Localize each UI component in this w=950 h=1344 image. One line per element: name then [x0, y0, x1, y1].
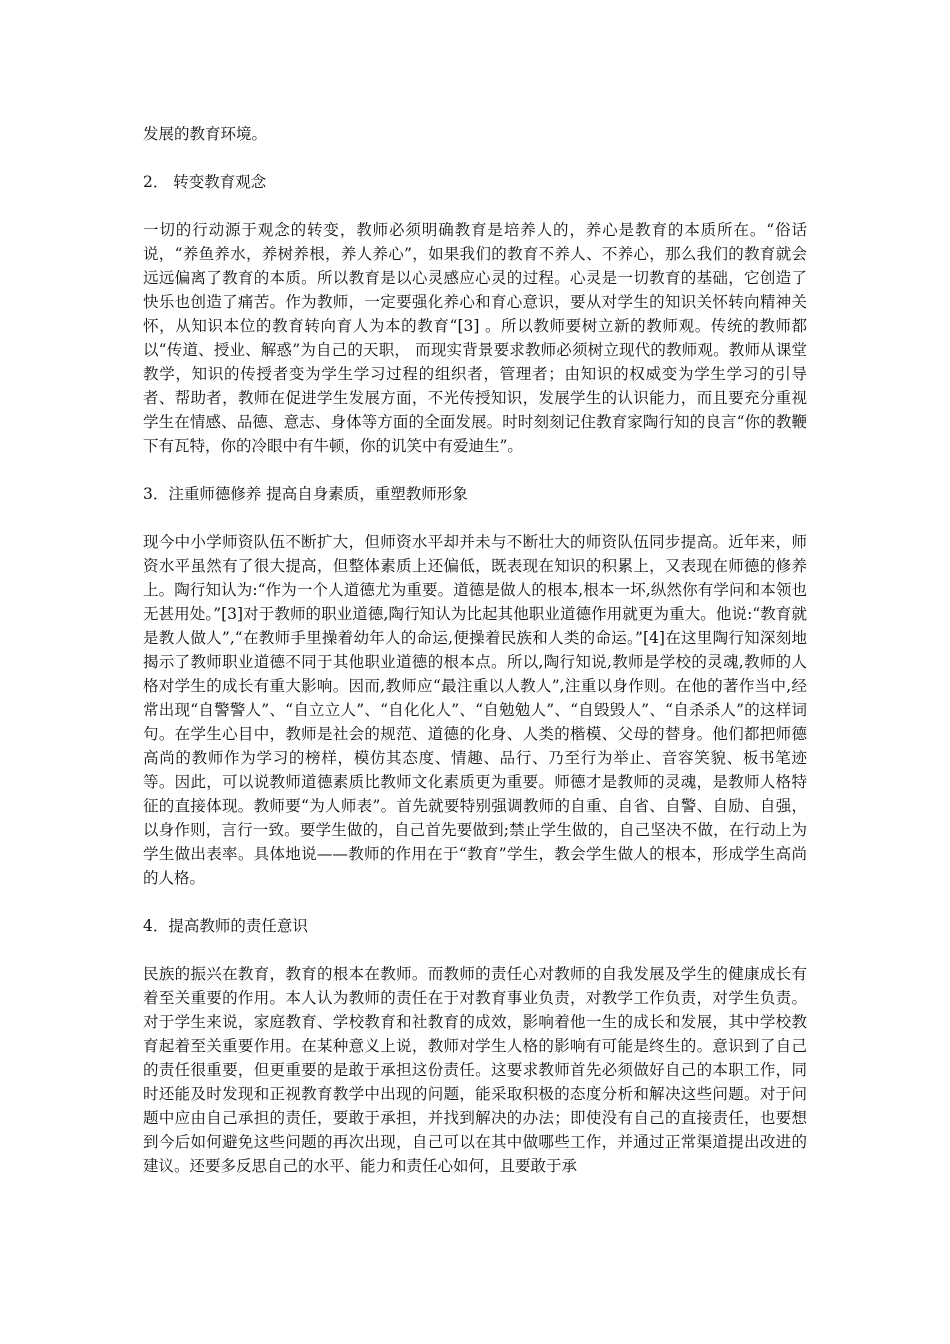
section-heading-3: 3．注重师德修养 提高自身素质，重塑教师形象	[143, 485, 468, 503]
paragraph-section-2: 一切的行动源于观念的转变，教师必须明确教育是培养人的，养心是教育的本质所在。“俗话说，“养鱼养水，养树养根，养人养心”，如果我们的教育不养人、不养心，那么我们的教育就会远远偏离了教育的本质。所以教育是以心灵感应心灵的过程。心灵是一切教育的基础，它创造了快乐也创造了痛苦。作为教师，一定要强化养心和育心意识，要从对学生的知识关怀转向精神关怀，从知识本位的教育转向育人为本的教育“[3] 。所以教师要树立新的教师观。传统的教师都以“传道、授业、解惑”为自己的天职， 而现实背景要求教师必须树立现代的教师观。教师从课堂教学，知识的传授者变为学生学习过程的组织者，管理者；由知识的权威变为学生学习的引导者、帮助者，教师在促进学生发展方面，不光传授知识，发展学生的认识能力，而且要充分重视学生在情感、品德、意志、身体等方面的全面发展。时时刻刻记住教育家陶行知的良言“你的教鞭下有瓦特，你的冷眼中有牛顿，你的讥笑中有爱迪生”。	[143, 221, 807, 455]
section-heading-2: 2． 转变教育观念	[143, 173, 267, 191]
paragraph-intro-fragment: 发展的教育环境。	[143, 125, 268, 143]
paragraph-section-4: 民族的振兴在教育，教育的根本在教师。而教师的责任心对教师的自我发展及学生的健康成长有着至关重要的作用。本人认为教师的责任在于对教育事业负责，对教学工作负责，对学生负责。对于学生来说，家庭教育、学校教育和社教育的成效，影响着他一生的成长和发展，其中学校教育起着至关重要作用。在某种意义上说，教师对学生人格的影响有可能是终生的。意识到了自己的责任很重要，但更重要的是敢于承担这份责任。这要求教师首先必须做好自己的本职工作，同时还能及时发现和正视教育教学中出现的问题，能采取积极的态度分析和解决这些问题。对于问题中应由自己承担的责任，要敢于承担，并找到解决的办法；即使没有自己的直接责任，也要想到今后如何避免这些问题的再次出现，自己可以在其中做哪些工作，并通过正常渠道提出改进的建议。还要多反思自己的水平、能力和责任心如何，且要敢于承	[143, 965, 807, 1175]
section-heading-4: 4．提高教师的责任意识	[143, 917, 308, 935]
document-body	[143, 122, 807, 1178]
paragraph-section-3: 现今中小学师资队伍不断扩大，但师资水平却并未与不断壮大的师资队伍同步提高。近年来，师资水平虽然有了很大提高，但整体素质上还偏低，既表现在知识的积累上，又表现在师德的修养上。陶行知认为:“作为一个人道德尤为重要。道德是做人的根本,根本一坏,纵然你有学问和本领也无甚用处。”[3]对于教师的职业道德,陶行知认为比起其他职业道德作用就更为重大。他说:“教育就是教人做人”,“在教师手里操着幼年人的命运,便操着民族和人类的命运。”[4]在这里陶行知深刻地揭示了教师职业道德不同于其他职业道德的根本点。所以,陶行知说,教师是学校的灵魂,教师的人格对学生的成长有重大影响。因而,教师应“最注重以人教人”,注重以身作则。在他的著作当中,经常出现“自警警人”、“自立立人”、“自化化人”、“自勉勉人”、“自毁毁人”、“自杀杀人”的这样词句。在学生心目中，教师是社会的规范、道德的化身、人类的楷模、父母的替身。他们都把师德高尚的教师作为学习的榜样，模仿其态度、情趣、品行、乃至行为举止、音容笑貌、板书笔迹等。因此，可以说教师道德素质比教师文化素质更为重要。师德才是教师的灵魂，是教师人格特征的直接体现。教师要“为人师表”。首先就要特别强调教师的自重、自省、自警、自励、自强，以身作则，言行一致。要学生做的，自己首先要做到;禁止学生做的，自己坚决不做，在行动上为学生做出表率。具体地说——教师的作用在于“教育”学生，教会学生做人的根本，形成学生高尚的人格。	[143, 533, 807, 887]
